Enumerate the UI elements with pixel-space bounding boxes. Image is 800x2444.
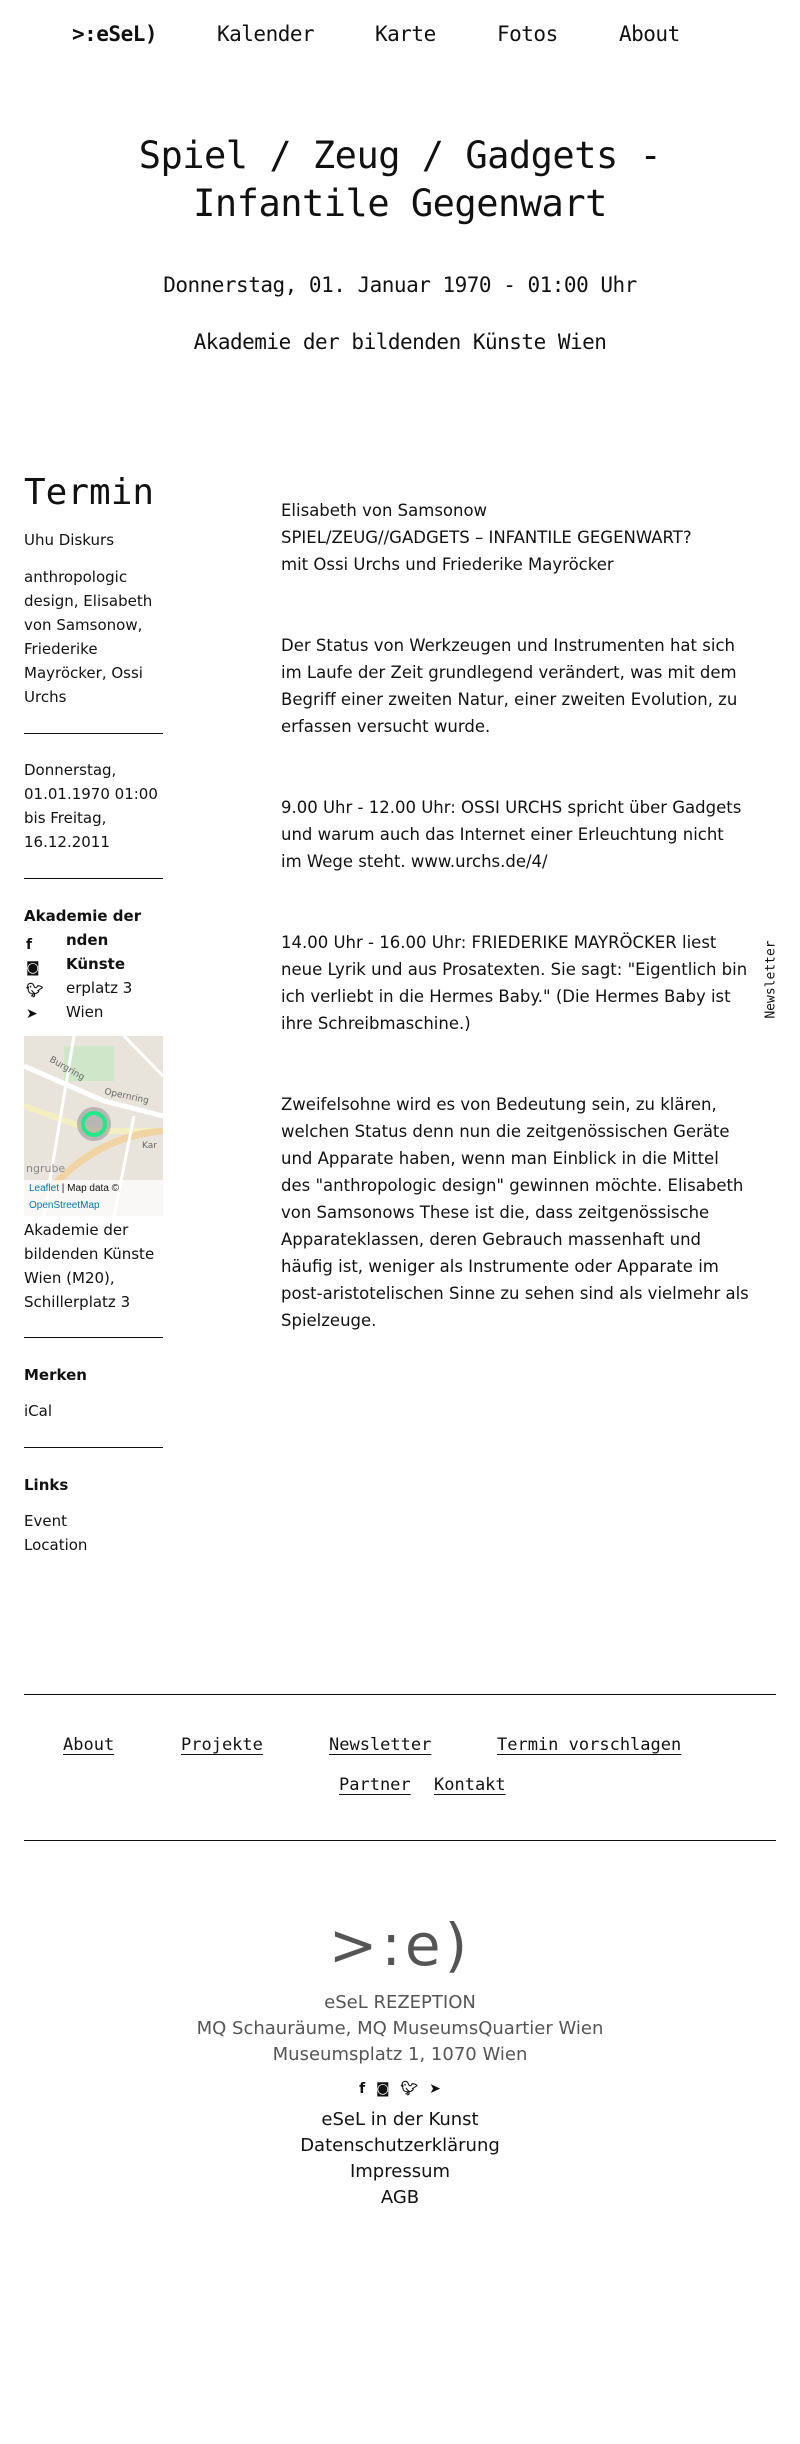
facebook-icon[interactable]: f (26, 937, 33, 953)
social-sidebar (24, 934, 62, 1026)
footer-projekte[interactable]: Projekte (181, 1735, 263, 1755)
footer-link-agb[interactable]: AGB (380, 2187, 420, 2208)
description-paragraph: Elisabeth von Samsonow SPIEL/ZEUG//GADGETS – INFANTILE GEGENWART? mit Ossi Urchs und Friederike Mayröcker (281, 501, 692, 574)
footer-address-2: Museumsplatz 1, 1070 Wien (272, 2044, 528, 2065)
nav-karte[interactable]: Karte (375, 22, 436, 46)
sidebar-venue-l2[interactable]: nden Künste (66, 931, 125, 973)
map-label: Burgring (47, 1054, 87, 1083)
telegram-icon[interactable]: ➤ (26, 1006, 38, 1022)
footer-partner[interactable]: Partner (339, 1775, 411, 1795)
sidebar-address-l1: erplatz 3 (66, 979, 133, 997)
divider (24, 878, 163, 879)
divider (24, 1447, 163, 1448)
twitter-icon[interactable]: 🐦︎ (26, 983, 44, 999)
newsletter-tab[interactable] (758, 940, 784, 1024)
page-title: Spiel / Zeug / Gadgets - Infantile Gegenwart (138, 134, 662, 225)
sidebar-full-address: Akademie der bildenden Künste Wien (M20), Schillerplatz 3 (24, 1221, 155, 1311)
telegram-icon[interactable]: ➤ (429, 2081, 441, 2097)
footer-about[interactable]: About (63, 1735, 115, 1755)
description-paragraph: Zweifelsohne wird es von Bedeutung sein, zu klären, welchen Status denn nun die zeitgenössischen Geräte und Apparate haben, wenn man Einblick in die Mittel des "anthropologic design" gewinnen möchte. Elisabeth von Samsonows These ist die, dass zeitgenössische Apparateklassen, deren Gebrauch massenhaft und häufig ist, weniger als Instrumente oder Apparate im post-aristotelischen Sinne zu sehen sind als vielmehr als Spielzeuge. (281, 1095, 749, 1330)
event-datetime: Donnerstag, 01. Januar 1970 - 01:00 Uhr (163, 273, 637, 297)
location-map[interactable] (24, 1036, 163, 1216)
nav-kalender[interactable]: Kalender (217, 22, 315, 46)
footer-divider (24, 1840, 776, 1841)
sidebar-venue-l1[interactable]: Akademie der (24, 907, 142, 925)
footer-termin-vorschlagen[interactable]: Termin vorschlagen (497, 1735, 682, 1755)
footer-link-kunst[interactable]: eSeL in der Kunst (321, 2109, 479, 2130)
footer-link-impressum[interactable]: Impressum (349, 2161, 451, 2182)
sidebar-category[interactable]: Uhu Diskurs (24, 531, 115, 549)
footer-kontakt[interactable]: Kontakt (434, 1775, 506, 1795)
description-paragraph: 14.00 Uhr - 16.00 Uhr: FRIEDERIKE MAYRÖCKER liest neue Lyrik und aus Prosatexten. Sie sagt: "Eigentlich bin ich verliebt in die Hermes Baby." (Die Hermes Baby ist ihre Schreibmaschine.) (281, 933, 748, 1033)
leaflet-link[interactable]: Leaflet (29, 1183, 60, 1194)
sidebar-heading: Termin (24, 472, 155, 513)
location-link[interactable]: Location (24, 1536, 88, 1554)
event-location[interactable]: Akademie der bildenden Künste Wien (193, 330, 607, 354)
event-description (281, 470, 749, 1361)
map-label: Opernring (103, 1087, 150, 1107)
facebook-icon[interactable]: f (359, 2081, 366, 2097)
description-paragraph: 9.00 Uhr - 12.00 Uhr: OSSI URCHS spricht über Gadgets und warum auch das Internet einer Erleuchtung nicht im Wege steht. www.urchs.de/4/ (281, 798, 742, 871)
footer-logo[interactable]: >:e) (328, 1911, 472, 1979)
nav-fotos[interactable]: Fotos (497, 22, 558, 46)
newsletter-tab-label: Newsletter (763, 940, 779, 1019)
links-heading: Links (24, 1476, 69, 1494)
osm-link[interactable]: OpenStreetMap (29, 1200, 100, 1211)
attribution-text: | Map data © (59, 1183, 120, 1194)
merken-heading: Merken (24, 1366, 87, 1384)
divider (24, 1337, 163, 1338)
footer-newsletter[interactable]: Newsletter (329, 1735, 432, 1755)
footer-social (0, 2078, 800, 2102)
twitter-icon[interactable]: 🐦︎ (400, 2081, 419, 2097)
map-attribution (24, 1180, 163, 1216)
divider (24, 733, 163, 734)
map-label: Kar (142, 1141, 157, 1151)
instagram-icon[interactable]: ◙ (26, 960, 40, 976)
footer-divider (24, 1694, 776, 1695)
map-label: ngrube (26, 1162, 66, 1175)
logo-link[interactable]: >:eSeL) (72, 22, 158, 46)
ical-link[interactable]: iCal (24, 1402, 53, 1420)
top-nav (0, 22, 800, 52)
nav-about[interactable]: About (619, 22, 680, 46)
sidebar-dates: Donnerstag, 01.01.1970 01:00 bis Freitag, 16.12.2011 (24, 761, 158, 851)
description-paragraph: Der Status von Werkzeugen und Instrumenten hat sich im Laufe der Zeit grundlegend verändert, was mit dem Begriff einer zweiten Natur, einer zweiten Evolution, zu erfassen versucht wurde. (281, 636, 738, 736)
footer-org: eSeL REZEPTION (324, 1992, 476, 2013)
sidebar-tags[interactable]: anthropologic design, Elisabeth von Samsonow, Friederike Mayröcker, Ossi Urchs (24, 568, 153, 706)
footer-address-1: MQ Schauräume, MQ MuseumsQuartier Wien (196, 2018, 604, 2039)
sidebar-address-l2: Wien (66, 1003, 104, 1021)
footer-link-datenschutz[interactable]: Datenschutzerklärung (300, 2135, 500, 2156)
instagram-icon[interactable]: ◙ (376, 2081, 390, 2097)
event-link[interactable]: Event (24, 1512, 67, 1530)
